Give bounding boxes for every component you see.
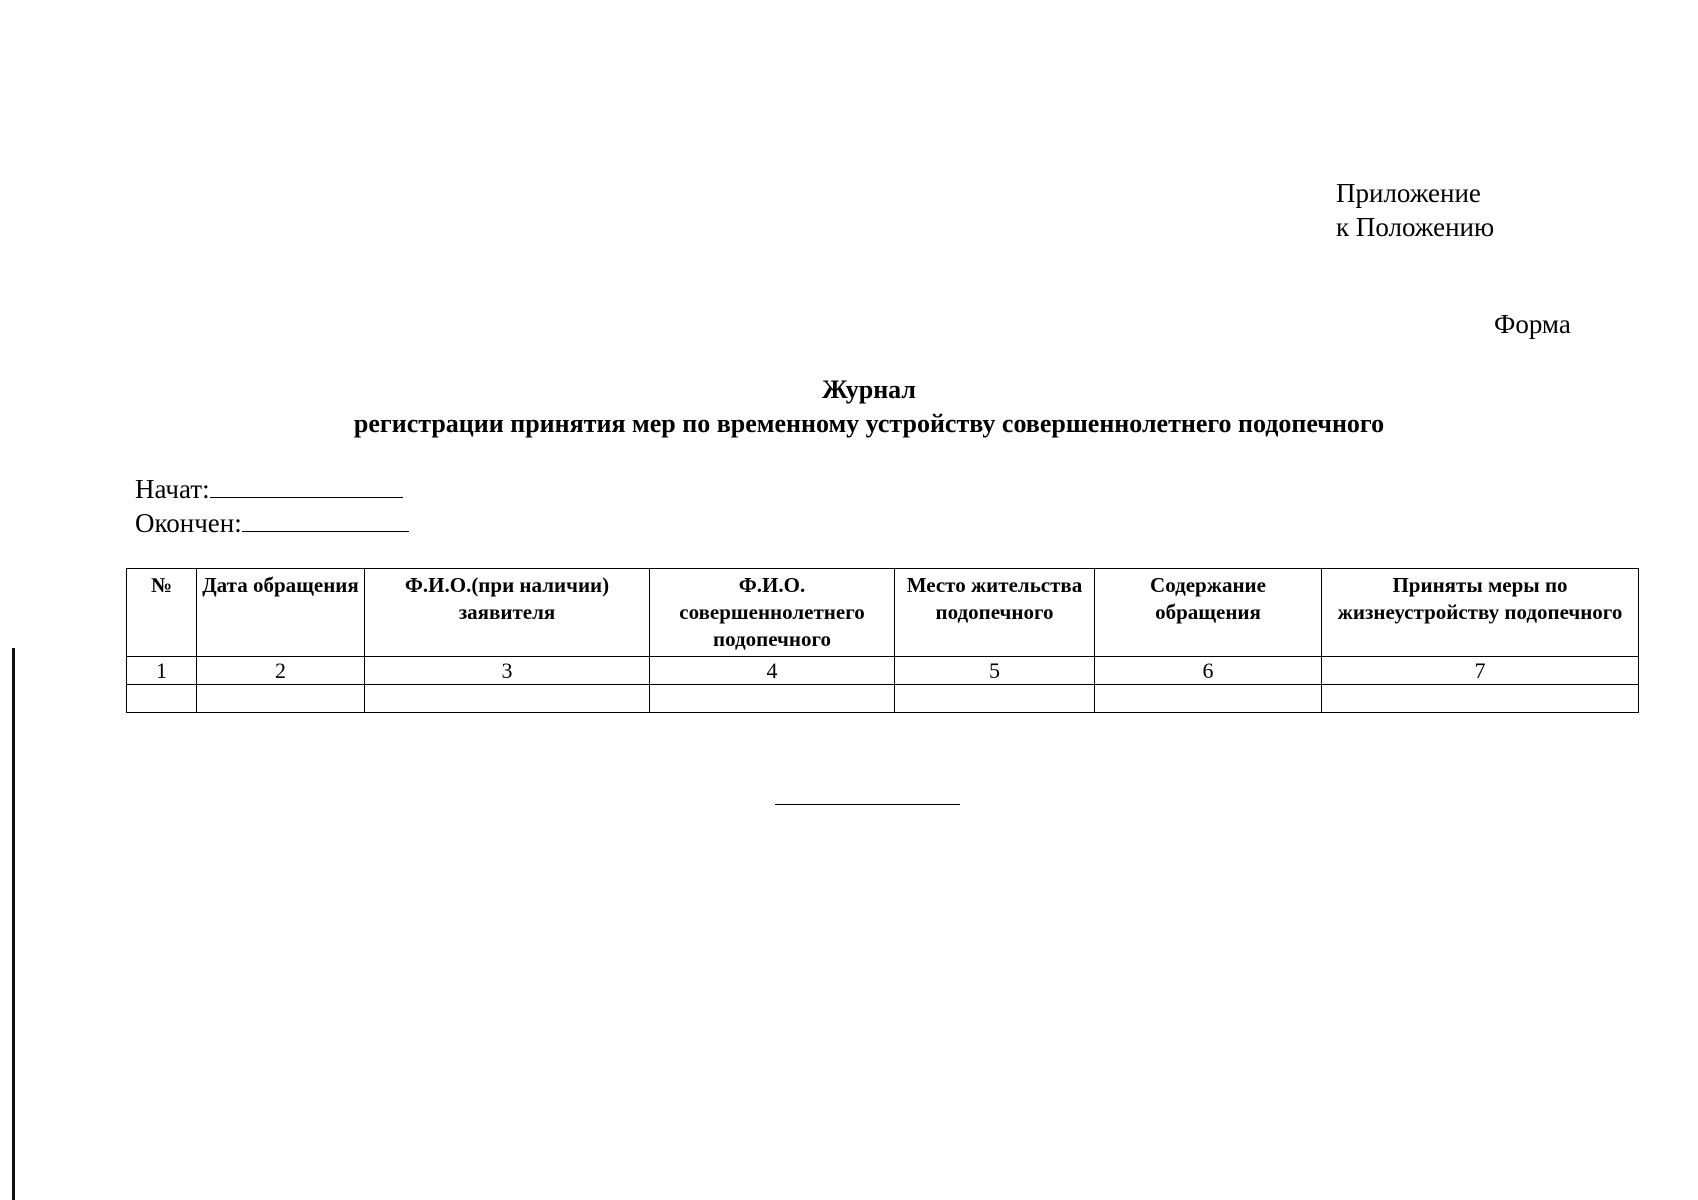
table-header-row: [127, 569, 1639, 657]
journal-table: [126, 568, 1639, 713]
table-cell: [197, 685, 365, 713]
title-line-1: Журнал: [822, 375, 916, 404]
closing-rule: [775, 804, 960, 805]
table-cell: [1322, 685, 1639, 713]
header-ward-name: Ф.И.О. совершеннолетнего подопечного: [650, 569, 895, 657]
document-title: [0, 373, 1698, 441]
column-number-cell: 1: [127, 657, 197, 685]
appendix-line-2: к Положению: [1336, 212, 1495, 242]
scan-edge-mark: [12, 648, 15, 1200]
column-number-cell: 7: [1322, 657, 1639, 685]
appendix-line-1: Приложение: [1336, 178, 1481, 208]
table-cell: [127, 685, 197, 713]
table-cell: [365, 685, 650, 713]
started-label: Начат:: [135, 474, 210, 504]
table-cell: [895, 685, 1095, 713]
finished-blank: [242, 505, 409, 532]
title-line-2: регистрации принятия мер по временному устройству совершеннолетнего подопечного: [353, 409, 1385, 438]
header-number: №: [127, 569, 197, 657]
table-cell: [1095, 685, 1322, 713]
column-number-cell: 6: [1095, 657, 1322, 685]
form-label: Форма: [1494, 309, 1571, 339]
finished-field: [135, 505, 409, 540]
column-number-row: [127, 657, 1639, 685]
column-number-cell: 5: [895, 657, 1095, 685]
header-request-date: Дата обращения: [197, 569, 365, 657]
column-number-cell: 2: [197, 657, 365, 685]
header-measures-taken: Приняты меры по жизнеустройству подопечного: [1322, 569, 1639, 657]
column-number-cell: 3: [365, 657, 650, 685]
started-blank: [210, 471, 403, 498]
started-field: [135, 471, 403, 506]
header-applicant-name: Ф.И.О.(при наличии) заявителя: [365, 569, 650, 657]
column-number-cell: 4: [650, 657, 895, 685]
header-ward-residence: Место жительства подопечного: [895, 569, 1095, 657]
table-row: [127, 685, 1639, 713]
appendix-note: [1336, 176, 1494, 244]
finished-label: Окончен:: [135, 508, 242, 538]
header-request-content: Содержание обращения: [1095, 569, 1322, 657]
table-cell: [650, 685, 895, 713]
